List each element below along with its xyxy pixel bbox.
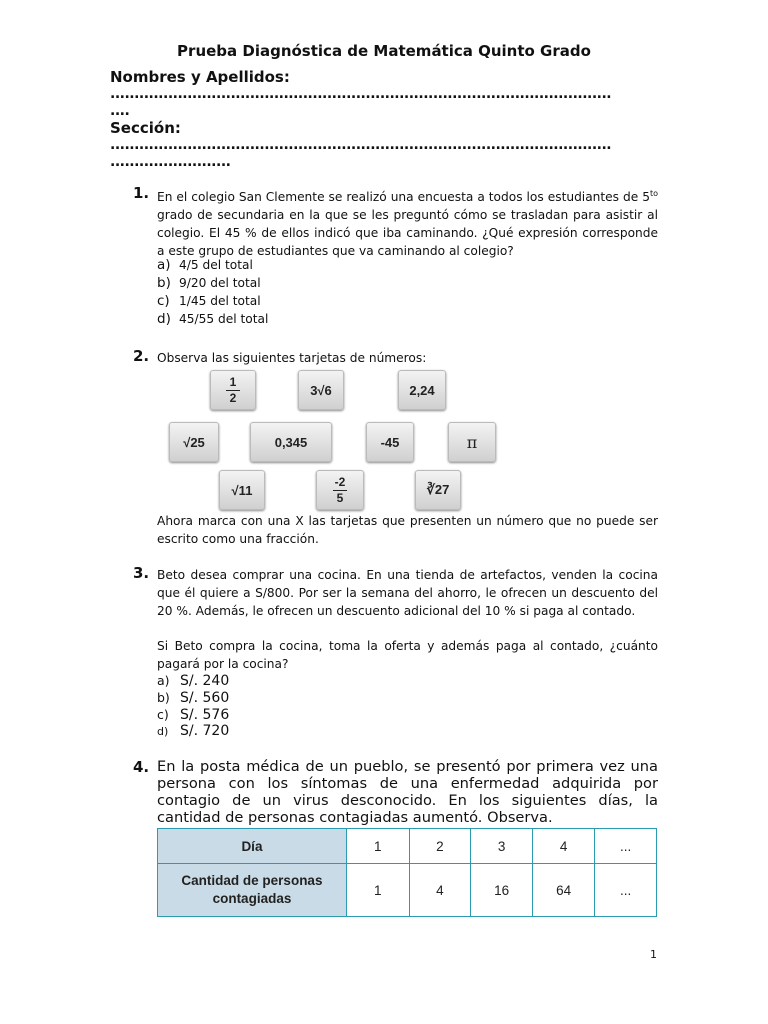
question-3-option-c [157,706,229,724]
question-2-number: 2. [133,347,150,365]
table-cell: 1 [346,829,409,864]
number-card-3-root-6[interactable]: 3√6 [298,370,344,410]
number-card-root-11[interactable]: √11 [219,470,265,510]
option-text: 4/5 del total [179,258,253,272]
question-1-option-d [157,310,268,328]
table-header-people: Cantidad de personas contagiadas [158,864,347,917]
number-card-root-25[interactable]: √25 [169,422,219,462]
number-card-pi[interactable]: π [448,422,496,462]
table-cell: ... [595,864,657,917]
question-1-text-start: En el colegio San Clemente se realizó una encuesta a todos los estudiantes de 5 [157,190,650,205]
page-number: 1 [650,948,657,961]
question-4-text: En la posta médica de un pueblo, se presentó por primera vez una persona con los síntomas de una enfermedad adquirida por contagio de un virus desconocido. En los siguientes días, la cantidad de personas contagiadas aumentó. Observa. [157,758,658,826]
fraction [333,476,347,505]
number-card-0-345-periodic[interactable]: 0,345 [250,422,332,462]
option-text: S/. 576 [180,707,230,723]
denominator: 2 [229,390,237,405]
option-text: 45/55 del total [179,312,269,326]
question-1-option-b [157,274,261,292]
number-card-minus-two-fifths[interactable] [316,470,364,510]
option-letter: b) [157,690,170,705]
option-letter: d) [157,311,171,327]
table-row-people [158,864,657,917]
question-3-option-b [157,689,229,707]
table-cell: 16 [471,864,533,917]
option-text: 1/45 del total [179,294,261,308]
table-header-day: Día [158,829,347,864]
option-letter: a) [157,257,171,273]
option-text: S/. 240 [180,673,230,689]
option-letter: c) [157,293,170,309]
question-3-number: 3. [133,564,150,582]
number-card-cube-root-27[interactable]: ∛27 [415,470,461,510]
number-card-2-24[interactable]: 2,24 [398,370,446,410]
table-cell: 1 [346,864,409,917]
section-label: Sección: [110,119,181,137]
question-2-text: Observa las siguientes tarjetas de números: [157,351,427,365]
question-3-question: Si Beto compra la cocina, toma la oferta y además paga al contado, ¿cuánto pagará por la cocina? [157,639,658,671]
fraction [226,376,240,405]
question-3-option-d [157,723,229,740]
question-1-text-end: grado de secundaria en la que se les preguntó cómo se trasladan para asistir al colegio. El 45 % de ellos indicó que iba caminando. ¿Qué expresión corresponde a este grupo de estudiantes que va caminando al colegio? [157,208,658,259]
table-cell: 4 [409,864,471,917]
question-1-text [157,185,658,260]
section-dots-continuation: ......................... [110,154,231,170]
page-title: Prueba Diagnóstica de Matemática Quinto Grado [177,42,591,60]
section-dots-line: ........................................................................................................ [110,137,612,153]
question-1-option-a [157,256,253,274]
table-cell: 4 [533,829,595,864]
option-text: S/. 720 [180,723,230,739]
table-cell: 3 [471,829,533,864]
number-card-one-half[interactable] [210,370,256,410]
numerator: 1 [229,374,237,389]
table-row-day [158,829,657,864]
question-1-option-c [157,292,261,310]
question-2-instruction: Ahora marca con una X las tarjetas que presenten un número que no puede ser escrito como una fracción. [157,514,658,546]
question-3-option-a [157,672,229,690]
contagion-table [157,828,657,917]
question-3-text: Beto desea comprar una cocina. En una tienda de artefactos, venden la cocina que él quiere a S/800. Por ser la semana del ahorro, le ofrecen un descuento del 20 %. Además, le ofrecen un descuento adicional del 10 % si paga al contado. [157,568,658,618]
names-label: Nombres y Apellidos: [110,68,290,86]
option-letter: b) [157,275,171,291]
option-letter: a) [157,673,170,688]
option-letter: c) [157,707,169,722]
question-4-number: 4. [133,758,150,776]
denominator: 5 [336,490,344,505]
table-cell: ... [595,829,657,864]
option-text: 9/20 del total [179,276,261,290]
question-1-number: 1. [133,184,150,202]
names-dots-continuation: .... [110,103,130,119]
option-text: S/. 560 [180,690,230,706]
names-dots-line: ........................................................................................................ [110,86,612,102]
numerator: -2 [334,474,346,489]
number-card-minus-45[interactable]: -45 [366,422,414,462]
option-letter: d) [157,725,169,738]
table-cell: 64 [533,864,595,917]
superscript-to: to [649,189,658,198]
table-cell: 2 [409,829,471,864]
